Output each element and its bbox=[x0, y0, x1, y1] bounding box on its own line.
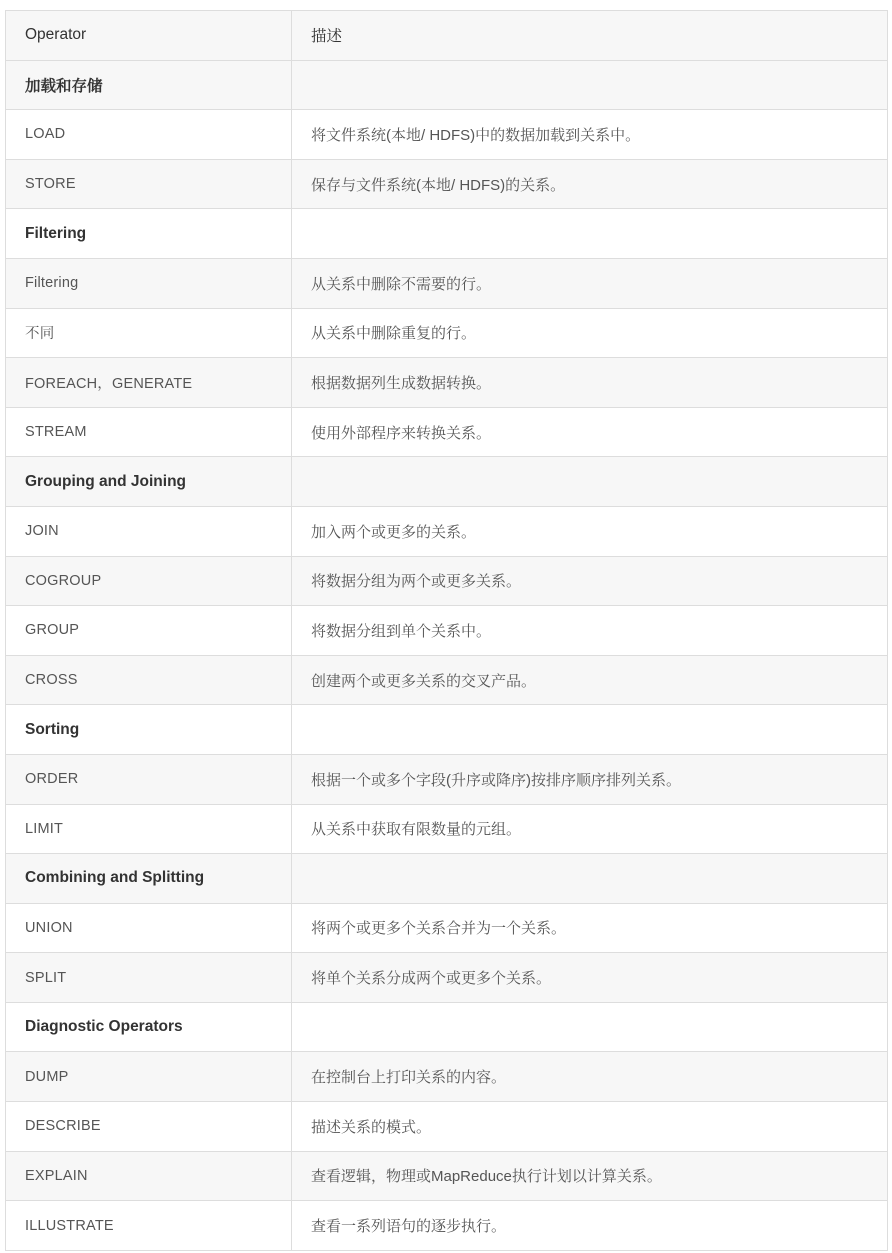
operator-name-cell: STREAM bbox=[6, 407, 292, 457]
table-body bbox=[6, 60, 888, 1250]
table-row bbox=[6, 308, 888, 358]
operator-description-cell: 从关系中获取有限数量的元组。 bbox=[292, 804, 888, 854]
section-row bbox=[6, 209, 888, 259]
table-row bbox=[6, 1151, 888, 1201]
operator-name-cell: Filtering bbox=[6, 258, 292, 308]
section-description-cell bbox=[292, 854, 888, 904]
section-description-cell bbox=[292, 1002, 888, 1052]
section-row bbox=[6, 1002, 888, 1052]
table-row bbox=[6, 1102, 888, 1152]
operator-description-cell: 将文件系统(本地/ HDFS)中的数据加载到关系中。 bbox=[292, 110, 888, 160]
section-row bbox=[6, 854, 888, 904]
operator-description-cell: 从关系中删除不需要的行。 bbox=[292, 258, 888, 308]
table-row bbox=[6, 1052, 888, 1102]
operator-description-cell: 将数据分组到单个关系中。 bbox=[292, 606, 888, 656]
operator-description-cell: 将数据分组为两个或更多关系。 bbox=[292, 556, 888, 606]
operator-description-cell: 将两个或更多个关系合并为一个关系。 bbox=[292, 903, 888, 953]
operator-description-cell: 根据数据列生成数据转换。 bbox=[292, 358, 888, 408]
column-header-operator: Operator bbox=[6, 11, 292, 61]
section-title: Combining and Splitting bbox=[6, 854, 292, 904]
operator-name-cell: LOAD bbox=[6, 110, 292, 160]
operator-name-cell: SPLIT bbox=[6, 953, 292, 1003]
table-row bbox=[6, 804, 888, 854]
section-title: Grouping and Joining bbox=[6, 457, 292, 507]
table-row bbox=[6, 556, 888, 606]
operators-table bbox=[5, 10, 888, 1251]
section-description-cell bbox=[292, 60, 888, 110]
table-row bbox=[6, 159, 888, 209]
operator-description-cell: 使用外部程序来转换关系。 bbox=[292, 407, 888, 457]
operator-description-cell: 根据一个或多个字段(升序或降序)按排序顺序排列关系。 bbox=[292, 754, 888, 804]
table-row bbox=[6, 606, 888, 656]
operator-description-cell: 创建两个或更多关系的交叉产品。 bbox=[292, 655, 888, 705]
operator-name-cell: LIMIT bbox=[6, 804, 292, 854]
operator-name-cell: GROUP bbox=[6, 606, 292, 656]
section-row bbox=[6, 705, 888, 755]
section-row bbox=[6, 60, 888, 110]
section-title: 加载和存储 bbox=[6, 60, 292, 110]
operator-description-cell: 描述关系的模式。 bbox=[292, 1102, 888, 1152]
operator-name-cell: COGROUP bbox=[6, 556, 292, 606]
operator-description-cell: 保存与文件系统(本地/ HDFS)的关系。 bbox=[292, 159, 888, 209]
operator-name-cell: CROSS bbox=[6, 655, 292, 705]
table-row bbox=[6, 953, 888, 1003]
operator-description-cell: 查看一系列语句的逐步执行。 bbox=[292, 1201, 888, 1251]
operator-name-cell: DESCRIBE bbox=[6, 1102, 292, 1152]
operators-table-container bbox=[5, 10, 887, 1251]
section-description-cell bbox=[292, 457, 888, 507]
table-row bbox=[6, 110, 888, 160]
operator-name-cell: DUMP bbox=[6, 1052, 292, 1102]
operator-name-cell: EXPLAIN bbox=[6, 1151, 292, 1201]
operator-description-cell: 在控制台上打印关系的内容。 bbox=[292, 1052, 888, 1102]
table-row bbox=[6, 506, 888, 556]
operator-description-cell: 从关系中删除重复的行。 bbox=[292, 308, 888, 358]
operator-description-cell: 查看逻辑，物理或MapReduce执行计划以计算关系。 bbox=[292, 1151, 888, 1201]
operator-name-cell: UNION bbox=[6, 903, 292, 953]
operator-name-cell: ILLUSTRATE bbox=[6, 1201, 292, 1251]
operator-name-cell: ORDER bbox=[6, 754, 292, 804]
table-row bbox=[6, 655, 888, 705]
section-description-cell bbox=[292, 209, 888, 259]
operator-name-cell: 不同 bbox=[6, 308, 292, 358]
table-row bbox=[6, 903, 888, 953]
section-title: Sorting bbox=[6, 705, 292, 755]
table-row bbox=[6, 258, 888, 308]
operator-description-cell: 加入两个或更多的关系。 bbox=[292, 506, 888, 556]
operator-name-cell: STORE bbox=[6, 159, 292, 209]
section-row bbox=[6, 457, 888, 507]
table-header-row bbox=[6, 11, 888, 61]
table-row bbox=[6, 1201, 888, 1251]
section-description-cell bbox=[292, 705, 888, 755]
table-row bbox=[6, 407, 888, 457]
operator-name-cell: JOIN bbox=[6, 506, 292, 556]
operator-name-cell: FOREACH，GENERATE bbox=[6, 358, 292, 408]
column-header-description: 描述 bbox=[292, 11, 888, 61]
table-row bbox=[6, 358, 888, 408]
table-row bbox=[6, 754, 888, 804]
section-title: Filtering bbox=[6, 209, 292, 259]
operator-description-cell: 将单个关系分成两个或更多个关系。 bbox=[292, 953, 888, 1003]
section-title: Diagnostic Operators bbox=[6, 1002, 292, 1052]
